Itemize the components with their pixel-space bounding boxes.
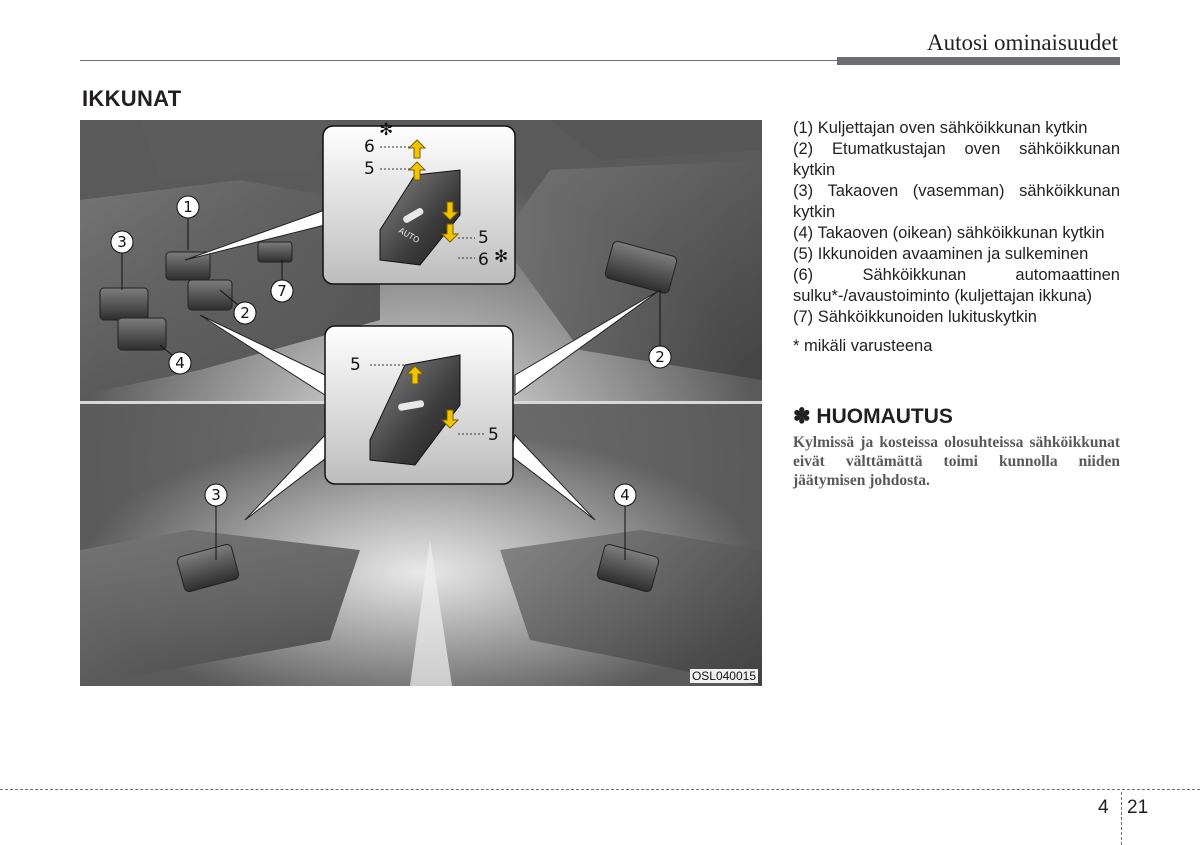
callout-3-bottom-text: 3: [211, 486, 221, 504]
legend-item: (7) Sähköikkunoiden lukituskytkin: [793, 308, 1037, 326]
auto-text: AUTO: [397, 225, 421, 245]
legend-item: (2) Etumatkustajan oven sähköikkunan kytkin: [793, 140, 1120, 179]
chapter-number: 4: [1098, 797, 1109, 818]
asterisk-top: ✻: [379, 120, 394, 140]
callout-2-top-text: 2: [240, 304, 250, 322]
callout-4-top-text: 4: [175, 354, 185, 372]
callout-7-text: 7: [277, 282, 287, 300]
legend-item: (1) Kuljettajan oven sähköikkunan kytkin: [793, 119, 1088, 137]
window-switches-illustration: [80, 120, 762, 686]
legend-item: (3) Takaoven (vasemman) sähköikkunan kytkin: [793, 182, 1120, 221]
note-heading: ✽ HUOMAUTUS: [793, 405, 953, 428]
legend-item: (6) Sähköikkunan automaattinen sulku*-/avaustoiminto (kuljettajan ikkuna): [793, 266, 1120, 305]
asterisk-bottom: ✻: [494, 247, 509, 267]
figure-code: OSL040015: [691, 669, 756, 683]
header-bar: [837, 57, 1120, 65]
inset-label-5-bottom: 5: [478, 228, 489, 248]
callout-3-top-text: 3: [117, 233, 127, 251]
legend-item: (5) Ikkunoiden avaaminen ja sulkeminen: [793, 245, 1089, 263]
legend-footnote: * mikäli varusteena: [793, 337, 933, 355]
footer-divider: [1121, 792, 1122, 845]
footer-rule: [0, 789, 1200, 790]
section-title: Autosi ominaisuudet: [926, 30, 1118, 55]
inset2-label-5-down: 5: [488, 425, 499, 445]
page-number: 21: [1127, 797, 1149, 818]
inset2-label-5-up: 5: [350, 355, 361, 375]
page-heading: IKKUNAT: [82, 86, 182, 111]
callout-4-bottom-text: 4: [620, 486, 630, 504]
legend-item: (4) Takaoven (oikean) sähköikkunan kytkin: [793, 224, 1105, 242]
legend-list: [793, 118, 1120, 357]
note-text: Kylmissä ja kosteissa olosuhteissa sähköikkunat eivät välttämättä toimi kunnolla niiden jäätymisen johdosta.: [793, 434, 1120, 489]
inset-label-6-top: 6: [364, 137, 375, 157]
callout-2-right-text: 2: [655, 348, 665, 366]
inset-label-6-bottom: 6: [478, 250, 489, 270]
inset-label-5-top: 5: [364, 159, 375, 179]
callout-1-text: 1: [183, 198, 193, 216]
header-rule: [80, 60, 837, 61]
